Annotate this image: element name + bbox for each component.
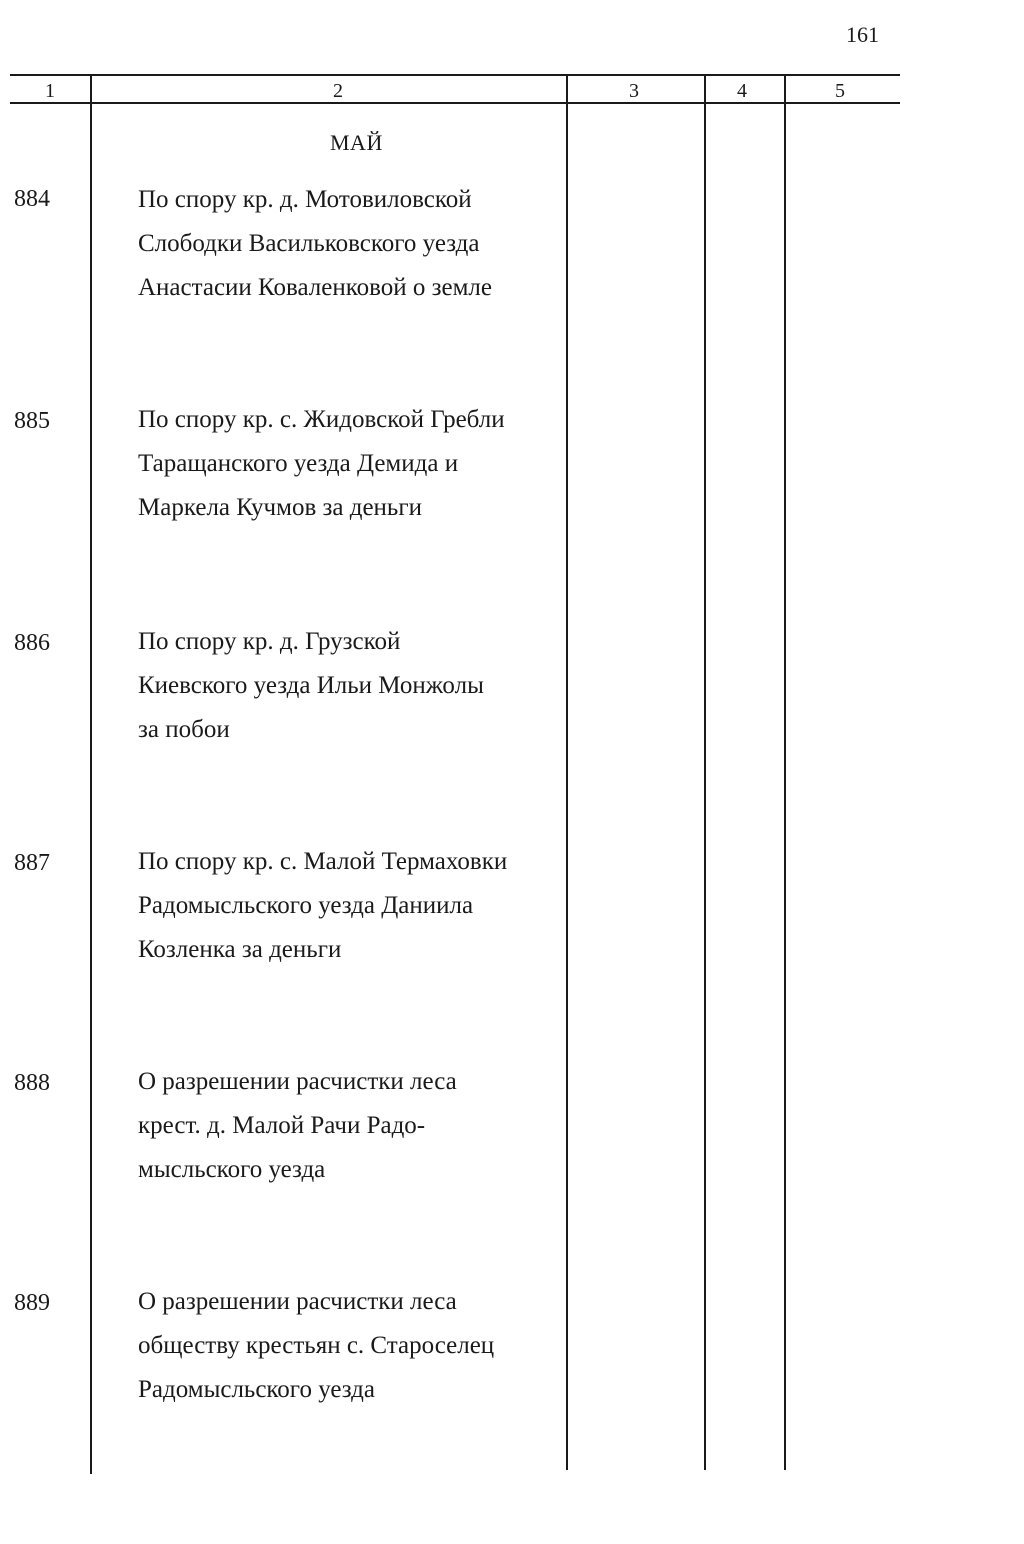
table-header-rule [10,102,900,104]
entry-number: 887 [14,850,50,876]
entry-description [138,1280,546,1412]
entry-line: Маркела Кучмов за деньги [138,494,422,521]
month-heading: МАЙ [330,130,383,155]
entry-line: обществу крестьян с. Староселец [138,1332,495,1359]
entry-description [138,840,546,972]
column-header-2: 2 [333,80,343,102]
page-number: 161 [846,22,879,47]
entry-line: мысльского уезда [138,1156,326,1183]
column-divider-4 [784,76,786,1470]
entry-number: 888 [14,1070,50,1096]
entry-line: Киевского уезда Ильи Монжолы [138,672,484,699]
entry-line: По спору кр. с. Малой Термаховки [138,848,508,875]
entry-line: О разрешении расчистки леса [138,1068,457,1095]
entry-number: 884 [14,186,50,212]
column-header-3: 3 [629,80,639,102]
entry-description [138,620,546,752]
entry-description [138,398,546,530]
table-top-rule [10,74,900,76]
entry-line: По спору кр. с. Жидовской Гребли [138,406,505,433]
column-divider-1 [90,76,92,1474]
column-divider-3 [704,76,706,1470]
column-header-4: 4 [737,80,747,102]
entry-line: Слободки Васильковского уезда [138,230,480,257]
entry-line: крест. д. Малой Рачи Радо- [138,1112,426,1139]
entry-number: 889 [14,1290,50,1316]
entry-line: По спору кр. д. Грузской [138,628,401,655]
entry-line: Радомысльского уезда [138,1376,375,1403]
entry-number: 886 [14,630,50,656]
column-divider-2 [566,76,568,1470]
entry-line: Таращанского уезда Демида и [138,450,459,477]
entry-line: Радомысльского уезда Даниила [138,892,474,919]
entry-line: за побои [138,716,230,743]
entry-line: О разрешении расчистки леса [138,1288,457,1315]
entry-line: Козленка за деньги [138,936,342,963]
column-header-1: 1 [45,80,55,102]
entry-description [138,1060,546,1192]
entry-description [138,178,546,310]
entry-line: Анастасии Коваленковой о земле [138,274,492,301]
entry-line: По спору кр. д. Мотовиловской [138,186,472,213]
entry-number: 885 [14,408,50,434]
column-header-5: 5 [835,80,845,102]
